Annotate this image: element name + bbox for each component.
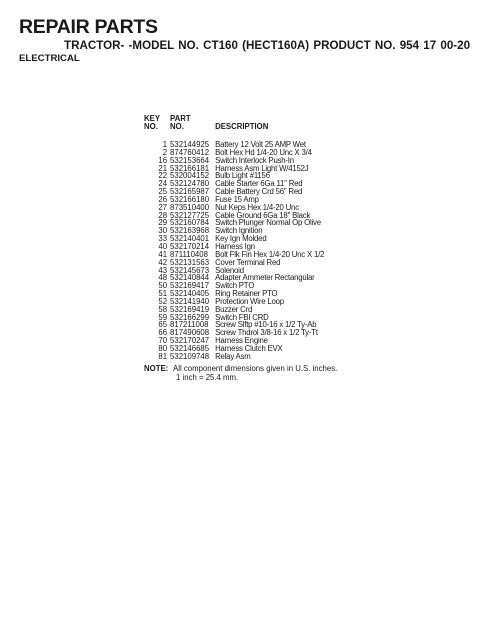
key-no-cell: 33 xyxy=(158,234,168,244)
part-no-cell: 532141940 xyxy=(170,296,210,306)
description-cell: Screw Thdrol 3/8-16 x 1/2 Ty-Tt xyxy=(215,328,318,338)
part-no-cell: 532146685 xyxy=(170,343,210,353)
description-cell: Switch PTO xyxy=(215,281,255,291)
key-no-cell: 81 xyxy=(158,351,168,361)
note xyxy=(144,364,337,382)
description-cell: Cable Starter 6Ga 11" Red xyxy=(215,179,303,189)
note-line1: All component dimensions given in U.S. inches. xyxy=(173,364,338,373)
note-line2: 1 inch = 25.4 mm. xyxy=(176,373,239,382)
part-no-header xyxy=(170,115,215,131)
key-no-cell: 29 xyxy=(158,218,168,228)
description-cell: Harness Clutch EVX xyxy=(215,343,283,353)
description-header: DESCRIPTION xyxy=(215,122,269,131)
note-label: NOTE: xyxy=(144,364,169,373)
part-no-cell: 532144925 xyxy=(170,140,210,150)
description-cell: Bolt Hex Hd 1/4-20 Unc X 3/4 xyxy=(215,147,312,157)
key-no-cell: 41 xyxy=(158,249,168,259)
description-cell: Adapter Ammeter Rectangular xyxy=(215,273,315,283)
description-cell: Bolt Flk Fin Hex 1/4-20 Unc X 1/2 xyxy=(215,249,325,259)
key-no-cell: 40 xyxy=(158,241,168,251)
key-no-header xyxy=(144,115,170,131)
key-no-cell: 21 xyxy=(158,163,168,173)
key-no-cell: 65 xyxy=(158,320,168,330)
part-header-line2: NO. xyxy=(170,122,184,131)
part-no-cell: 532145673 xyxy=(170,265,210,275)
description-cell: Harness Engine xyxy=(215,336,268,346)
page-title: REPAIR PARTS xyxy=(19,16,158,38)
description-cell: Screw Slftp #10-16 x 1/2 Ty-Ab xyxy=(215,320,317,330)
description-cell: Ring Retainer PTO xyxy=(215,289,278,299)
key-no-cell: 43 xyxy=(158,265,168,275)
description-cell: Cover Terminal Red xyxy=(215,257,281,267)
part-no-cell: 532140405 xyxy=(170,289,210,299)
part-no-cell: 532170247 xyxy=(170,336,210,346)
description-cell: Buzzer Crd xyxy=(215,304,253,314)
section-label: ELECTRICAL xyxy=(19,53,80,64)
key-no-cell: 52 xyxy=(158,296,168,306)
key-no-cell: 80 xyxy=(158,343,168,353)
part-no-cell: 532163968 xyxy=(170,226,210,236)
parts-table xyxy=(144,115,324,361)
description-cell: Switch Plunger Normal Op Olive xyxy=(215,218,321,228)
part-header-line1: PART xyxy=(170,114,191,123)
key-no-cell: 70 xyxy=(158,336,168,346)
description-cell: Solenoid xyxy=(215,265,244,275)
key-no-cell: 51 xyxy=(158,289,168,299)
key-no-cell: 27 xyxy=(158,202,168,212)
part-no-cell: 532169417 xyxy=(170,281,210,291)
key-header-line2: NO. xyxy=(144,122,158,131)
part-no-cell: 532140844 xyxy=(170,273,210,283)
part-no-cell: 532140401 xyxy=(170,234,210,244)
description-cell: Battery 12 Volt 25 AMP Wet xyxy=(215,140,306,150)
description-cell: Fuse 15 Amp xyxy=(215,194,259,204)
description-cell: Harness Ign xyxy=(215,241,255,251)
part-no-cell: 532160784 xyxy=(170,218,210,228)
part-no-cell: 532165987 xyxy=(170,187,210,197)
description-cell: Nut Keps Hex 1/4-20 Unc xyxy=(215,202,299,212)
part-no-cell: 532127725 xyxy=(170,210,210,220)
part-no-cell: 873510400 xyxy=(170,202,210,212)
description-cell: Cable Battery Crd 56" Red xyxy=(215,187,303,197)
part-no-cell: 532169419 xyxy=(170,304,210,314)
part-no-cell: 532170214 xyxy=(170,241,210,251)
part-no-cell: 532004152 xyxy=(170,171,210,181)
part-no-cell: 532153664 xyxy=(170,155,210,165)
part-no-cell: 532166299 xyxy=(170,312,210,322)
description-cell: Switch Ignition xyxy=(215,226,263,236)
part-no-cell: 532166180 xyxy=(170,194,210,204)
description-cell: Key Ign Molded xyxy=(215,234,267,244)
part-no-cell: 874760412 xyxy=(170,147,210,157)
key-no-cell: 66 xyxy=(158,328,168,338)
key-no-cell: 28 xyxy=(158,210,168,220)
table-row xyxy=(144,353,324,361)
parts-table-body xyxy=(144,141,324,361)
part-no-cell: 871110408 xyxy=(170,249,208,259)
description-cell: Relay Asm xyxy=(215,351,251,361)
key-no-cell: 58 xyxy=(158,304,168,314)
description-cell: Cable Ground 6Ga 18" Black xyxy=(215,210,311,220)
part-no-cell: 532124780 xyxy=(170,179,210,189)
key-no-cell: 24 xyxy=(158,179,168,189)
key-no-cell: 1 xyxy=(162,140,168,150)
key-no-cell: 25 xyxy=(158,187,168,197)
description-cell: Switch Interlock Push-In xyxy=(215,155,294,165)
part-no-cell: 532166181 xyxy=(170,163,210,173)
key-no-cell: 48 xyxy=(158,273,168,283)
key-header-line1: KEY xyxy=(144,114,161,123)
description-cell: Switch FBI CRD xyxy=(215,312,269,322)
key-no-cell: 59 xyxy=(158,312,168,322)
part-no-cell: 817211008 xyxy=(170,320,209,330)
model-line: TRACTOR- -MODEL NO. CT160 (HECT160A) PRODUCT NO. 954 17 00-20 xyxy=(64,39,471,52)
part-no-cell: 532131563 xyxy=(170,257,210,267)
key-no-cell: 42 xyxy=(158,257,168,267)
part-no-cell: 532109748 xyxy=(170,351,210,361)
key-no-cell: 16 xyxy=(158,155,168,165)
part-no-cell: 817490608 xyxy=(170,328,210,338)
key-no-cell: 30 xyxy=(158,226,168,236)
key-no-cell: 22 xyxy=(158,171,168,181)
parts-table-header xyxy=(144,115,324,141)
description-cell: Harness Asm Light W/4152J xyxy=(215,163,309,173)
description-cell: Protection Wire Loop xyxy=(215,296,284,306)
description-cell: Bulb Light #1156 xyxy=(215,171,270,181)
key-no-cell: 2 xyxy=(162,147,168,157)
key-no-cell: 50 xyxy=(158,281,168,291)
key-no-cell: 26 xyxy=(158,194,168,204)
